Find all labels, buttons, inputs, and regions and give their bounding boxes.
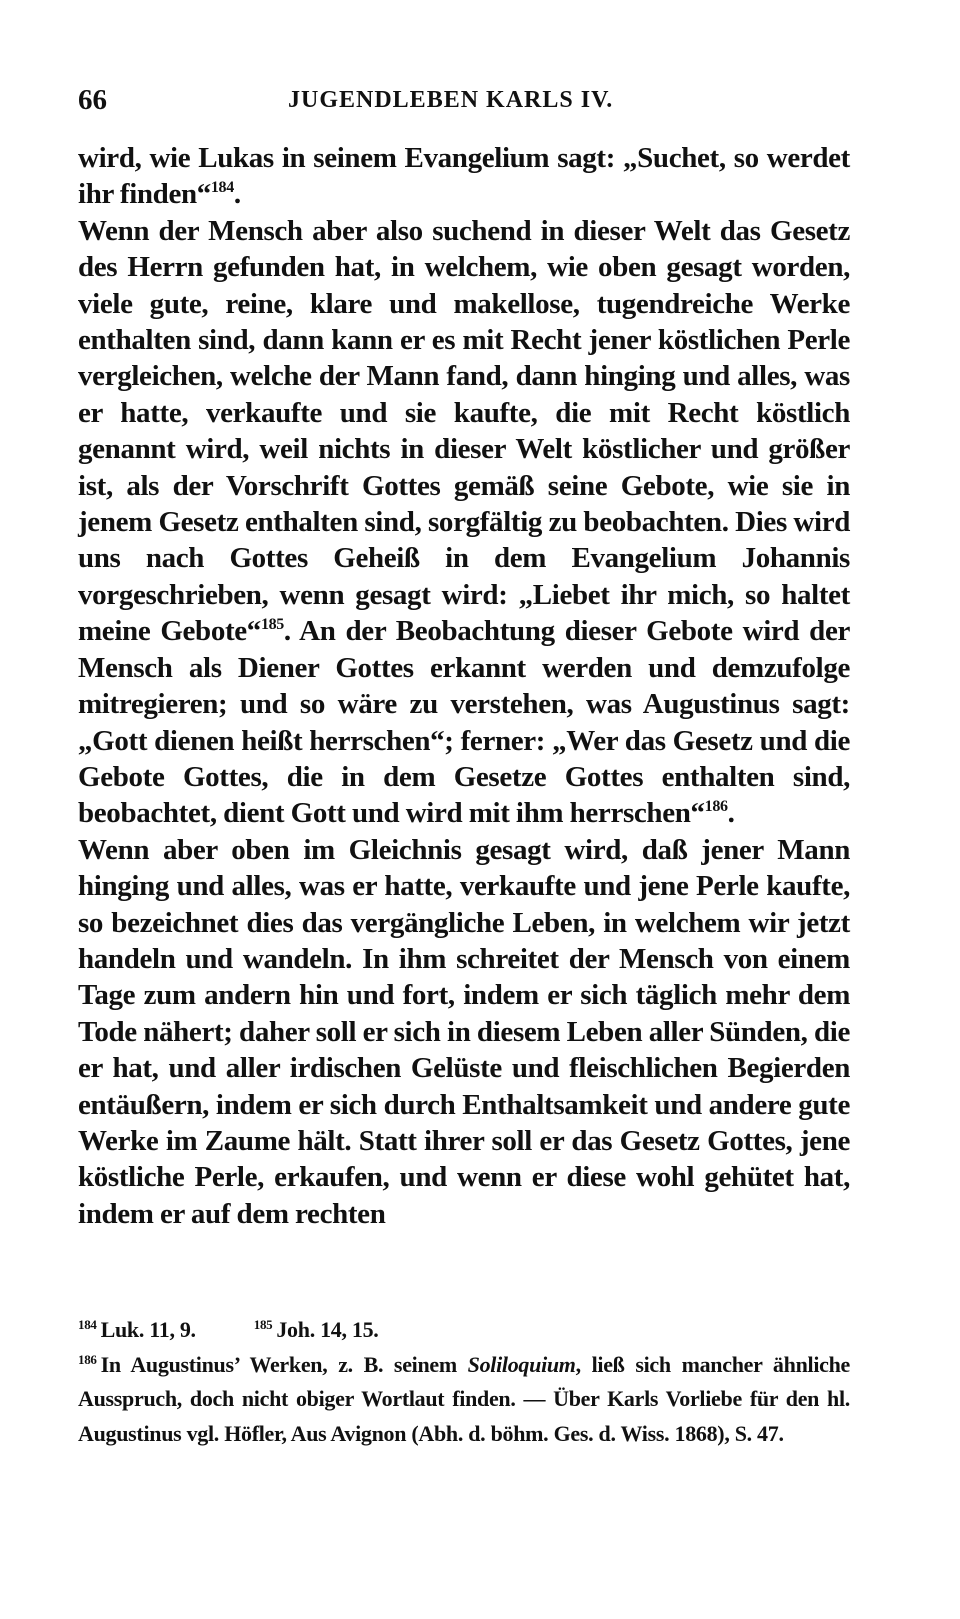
footnote-186-text-a: In Augustinus’ Werken, z. B. seinem	[100, 1351, 468, 1377]
paragraph-1-end: .	[233, 178, 241, 211]
paragraph-2	[78, 213, 850, 832]
main-text	[78, 140, 850, 1232]
paragraph-1	[78, 140, 850, 213]
footnote-ref-184: 184	[210, 179, 234, 197]
footnote-number-185: 185	[253, 1317, 273, 1332]
footnote-185-text: Joh. 14, 15.	[276, 1317, 379, 1342]
page-header	[78, 84, 850, 124]
paragraph-3	[78, 832, 850, 1232]
paragraph-1-text: wird, wie Lukas in seinem Evangelium sagt: „Suchet, so werdet ihr finden“	[78, 142, 850, 211]
footnote-number-184: 184	[78, 1317, 97, 1332]
footnote-186-text-b: , ließ sich mancher ähnliche Ausspruch, doch nicht obiger Wortlaut finden. — Über Karls Vorliebe für den hl. Augustinus vgl. Höfler, Aus Avignon (Abh. d. böhm. Ges. d. Wiss. 1868), S. 47.	[78, 1351, 850, 1446]
footnote-number-186: 186	[78, 1351, 97, 1367]
running-title: JUGENDLEBEN KARLS IV.	[288, 87, 614, 113]
paragraph-3-text: Wenn aber oben im Gleichnis gesagt wird, daß jener Mann hinging und alles, was er hatte, verkaufte und jene Perle kaufte, so bezeichnet dies das vergängliche Leben, in welchem wir jetzt handeln und wandeln. In ihm schreitet der Mensch von einem Tage zum andern hin und fort, indem er sich täglich mehr dem Tode nähert; daher soll er sich in diesem Leben aller Sünden, die er hat, und aller irdischen Gelüste und fleischlichen Begierden entäußern, indem er sich durch Enthaltsamkeit und andere gute Werke im Zaume hält. Statt ihrer soll er das Gesetz Gottes, jene köstliche Perle, erkaufen, und wenn er diese wohl gehütet hat, indem er auf dem rechten	[78, 833, 850, 1230]
footnote-line-1	[78, 1313, 850, 1348]
paragraph-2-text-b: . An der Beobachtung dieser Gebote wird der Mensch als Diener Gottes erkannt werden und demzufolge mitregieren; und so wäre zu verstehen, was Augustinus sagt: „Gott dienen heißt herrschen“; ferner: „Wer das Gesetz und die Gebote Gottes, die in dem Gesetze Gottes enthalten sind, beobachtet, dient Gott und wird mit ihm herrschen“	[78, 615, 850, 830]
footnote-ref-186: 186	[704, 798, 728, 816]
footnote-184-text: Luk. 11, 9.	[100, 1317, 196, 1342]
page-number: 66	[78, 84, 107, 116]
paragraph-2-end: .	[727, 797, 735, 830]
paragraph-2-text-a: Wenn der Mensch aber also suchend in dieser Welt das Gesetz des Herrn gefunden hat, in welchem, wie oben gesagt worden, viele gute, reine, klare und makellose, tugendreiche Werke enthalten sind, dann kann er es mit Recht jener köstlichen Perle vergleichen, welche der Mann fand, dann hinging und alles, was er hatte, verkaufte und sie kaufte, die mit Recht köstlich genannt wird, weil nichts in dieser Welt köstlicher und größer ist, als der Vorschrift Gottes gemäß seine Gebote, wie sie in jenem Gesetz enthalten sind, sorgfältig zu beobachten. Dies wird uns nach Gottes Geheiß in dem Evangelium Johannis vorgeschrieben, wenn gesagt wird: „Liebet ihr mich, so haltet meine Gebote“	[78, 214, 850, 648]
footnote-ref-185: 185	[260, 616, 284, 634]
footnotes	[78, 1313, 850, 1451]
footnote-186	[78, 1348, 850, 1452]
footnote-186-title: Soliloquium	[467, 1351, 576, 1377]
